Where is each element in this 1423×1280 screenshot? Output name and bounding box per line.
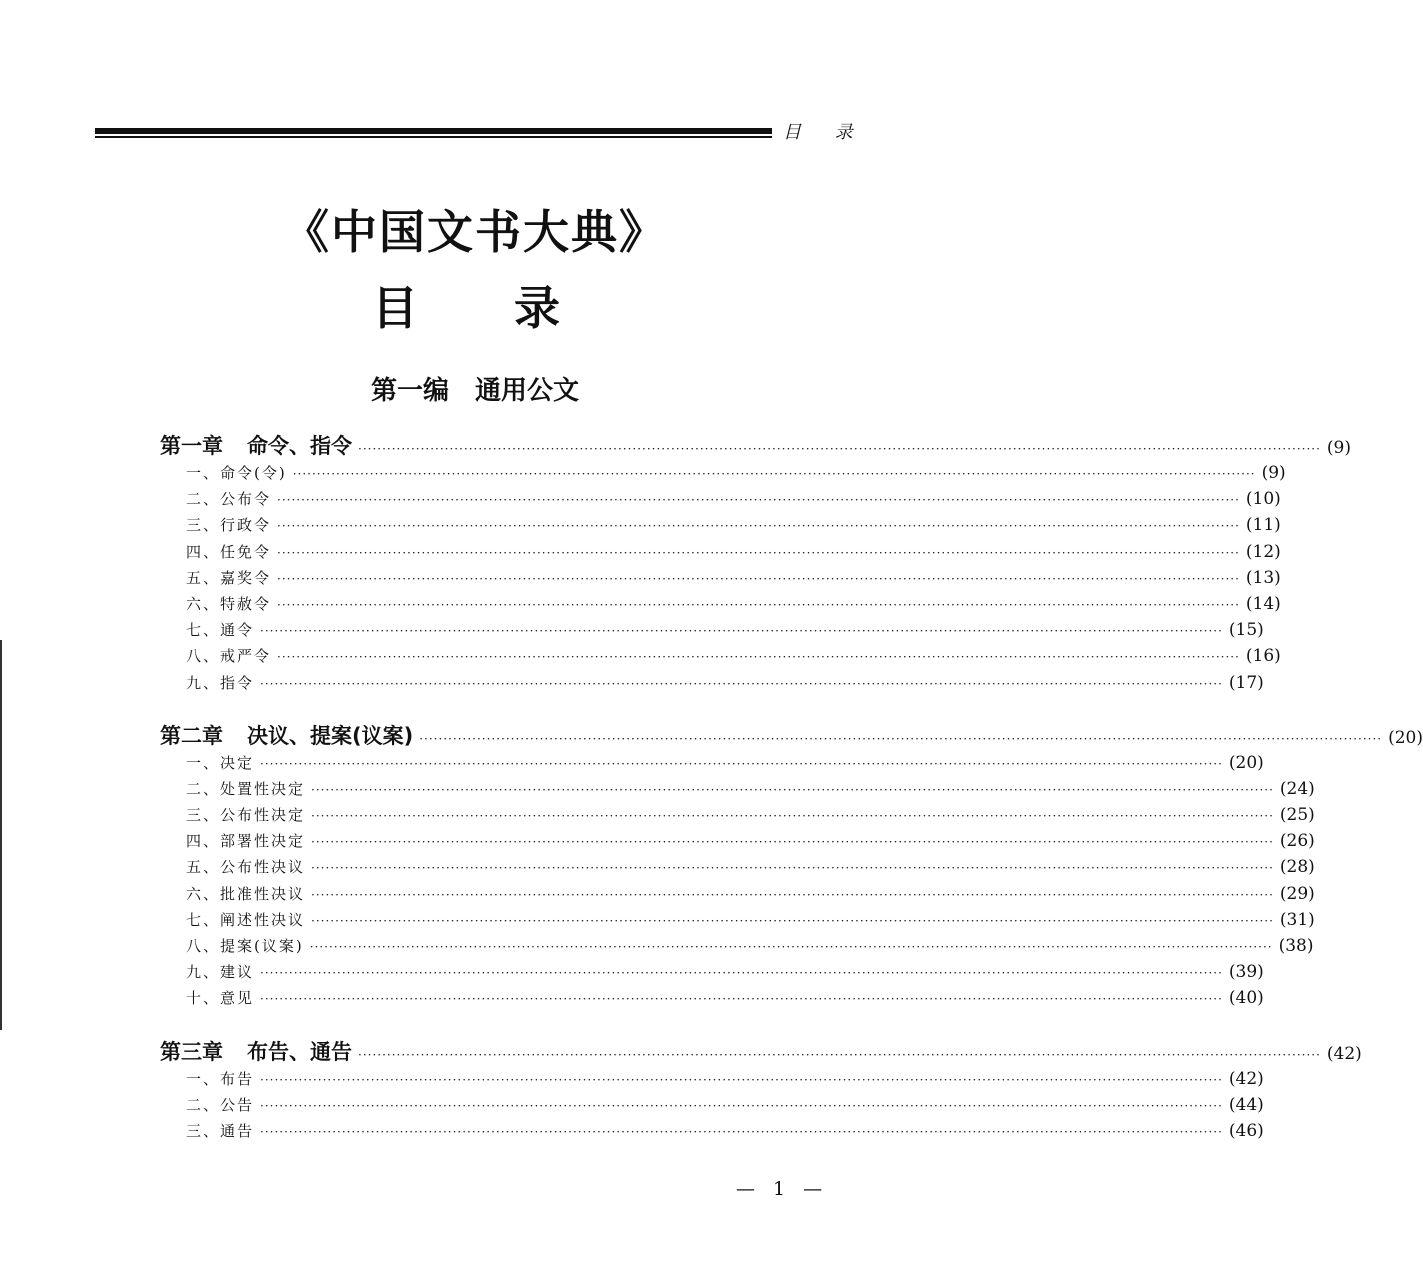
entry-page: (16) xyxy=(1245,646,1281,667)
toc-entry[interactable] xyxy=(160,776,1315,802)
entry-page: (13) xyxy=(1245,567,1281,588)
entry-page: (9) xyxy=(1261,463,1286,483)
chapter-entry[interactable] xyxy=(160,1038,1362,1066)
toc-entry[interactable] xyxy=(160,512,1281,538)
leader-dots: ········································································································································································································ xyxy=(277,597,1240,612)
entry-page: (14) xyxy=(1245,593,1281,614)
leader-dots: ········································································································································································································ xyxy=(277,493,1240,508)
toc-entry[interactable] xyxy=(160,565,1281,591)
header-rule xyxy=(95,128,772,138)
toc-entry[interactable] xyxy=(160,933,1314,959)
toc-entry[interactable] xyxy=(160,1066,1264,1092)
leader-dots: ········································································································································································································ xyxy=(292,467,1256,481)
scan-edge-mark xyxy=(0,640,2,1030)
entry-label: 二、处置性决定 xyxy=(186,779,306,798)
leader-dots: ········································································································································································································ xyxy=(277,650,1240,665)
chapter-entry[interactable] xyxy=(160,432,1351,460)
leader-dots: ········································································································································································································ xyxy=(260,966,1223,981)
toc-entry[interactable] xyxy=(160,802,1315,828)
entry-page: (28) xyxy=(1279,857,1315,878)
chapter-1 xyxy=(160,432,1351,696)
leader-dots: ········································································································································································································ xyxy=(260,1098,1223,1113)
entry-label: 三、行政令 xyxy=(186,516,272,535)
entry-page: (24) xyxy=(1279,778,1315,799)
entry-page: (12) xyxy=(1245,541,1281,562)
entry-label: 十、意见 xyxy=(186,989,255,1008)
entry-page: (26) xyxy=(1279,831,1315,852)
entry-label: 二、公布令 xyxy=(186,490,272,509)
entry-page: (39) xyxy=(1228,962,1264,983)
leader-dots: ········································································································································································································ xyxy=(277,571,1240,586)
toc-entry[interactable] xyxy=(160,1092,1264,1118)
chapter-number: 第三章 xyxy=(160,1039,223,1064)
leader-dots: ········································································································································································································ xyxy=(311,835,1274,850)
toc-entry[interactable] xyxy=(160,617,1264,643)
toc-entry[interactable] xyxy=(160,985,1264,1011)
running-head: 目 录 xyxy=(783,122,867,143)
entry-label: 五、嘉奖令 xyxy=(186,568,272,587)
entry-page: (17) xyxy=(1228,672,1264,693)
toc-entry[interactable] xyxy=(160,486,1281,512)
chapter-title: 命令、指令 xyxy=(247,434,352,458)
chapter-page: (42) xyxy=(1326,1043,1362,1064)
leader-dots: ········································································································································································································ xyxy=(260,992,1223,1007)
entry-page: (20) xyxy=(1228,752,1264,773)
entry-label: 五、公布性决议 xyxy=(186,858,306,877)
chapter-entry[interactable] xyxy=(160,722,1423,750)
entry-label: 三、公布性决定 xyxy=(186,806,306,825)
toc-entry[interactable] xyxy=(160,460,1286,486)
chapter-page: (9) xyxy=(1326,438,1351,458)
toc-entry[interactable] xyxy=(160,907,1315,933)
chapter-2 xyxy=(160,722,1423,1012)
entry-label: 六、批准性决议 xyxy=(186,884,306,903)
entry-page: (44) xyxy=(1228,1094,1264,1115)
leader-dots: ········································································································································································································ xyxy=(311,887,1274,902)
leader-dots: ········································································································································································································ xyxy=(260,756,1223,771)
entry-page: (10) xyxy=(1245,489,1281,510)
leader-dots: ········································································································································································································ xyxy=(277,545,1240,560)
toc-entry[interactable] xyxy=(160,959,1264,985)
toc-title: 目录 xyxy=(372,281,656,335)
leader-dots: ········································································································································································································ xyxy=(309,940,1273,954)
entry-label: 一、决定 xyxy=(186,753,255,772)
leader-dots: ········································································································································································································ xyxy=(260,1072,1223,1087)
entry-label: 八、戒严令 xyxy=(186,647,272,666)
entry-page: (29) xyxy=(1279,883,1315,904)
entry-label: 二、公告 xyxy=(186,1095,255,1114)
entry-label: 七、通令 xyxy=(186,621,255,640)
toc-entry[interactable] xyxy=(160,1118,1264,1144)
chapter-title: 决议、提案(议案) xyxy=(247,723,414,748)
entry-label: 四、部署性决定 xyxy=(186,832,306,851)
chapter-number: 第二章 xyxy=(160,723,223,748)
toc-entry[interactable] xyxy=(160,750,1264,776)
leader-dots: ········································································································································································································ xyxy=(358,1047,1321,1062)
chapter-number: 第一章 xyxy=(160,434,223,458)
chapter-page: (20) xyxy=(1388,727,1423,748)
toc-entry[interactable] xyxy=(160,881,1315,907)
leader-dots: ········································································································································································································ xyxy=(260,676,1223,691)
book-title: 《中国文书大典》 xyxy=(283,205,667,259)
leader-dots: ········································································································································································································ xyxy=(277,519,1240,534)
entry-page: (46) xyxy=(1228,1120,1264,1141)
chapter-3 xyxy=(160,1038,1362,1145)
leader-dots: ········································································································································································································ xyxy=(311,861,1274,876)
leader-dots: ········································································································································································································ xyxy=(358,442,1321,456)
leader-dots: ········································································································································································································ xyxy=(311,913,1274,928)
leader-dots: ········································································································································································································ xyxy=(311,809,1274,824)
entry-label: 八、提案(议案) xyxy=(186,937,304,955)
entry-label: 七、阐述性决议 xyxy=(186,910,306,929)
entry-label: 九、建议 xyxy=(186,963,255,982)
toc-entry[interactable] xyxy=(160,828,1315,854)
entry-page: (40) xyxy=(1228,988,1264,1009)
entry-label: 六、特赦令 xyxy=(186,594,272,613)
entry-label: 九、指令 xyxy=(186,673,255,692)
part-title: 第一编 通用公文 xyxy=(370,376,579,406)
toc-entry[interactable] xyxy=(160,591,1281,617)
toc-entry[interactable] xyxy=(160,854,1315,880)
entry-page: (11) xyxy=(1245,515,1281,536)
page-number: — 1 — xyxy=(736,1178,829,1200)
entry-page: (25) xyxy=(1279,805,1315,826)
toc-entry[interactable] xyxy=(160,539,1281,565)
entry-label: 一、命令(令) xyxy=(186,464,287,482)
entry-label: 四、任免令 xyxy=(186,542,272,561)
chapter-title: 布告、通告 xyxy=(247,1039,352,1064)
toc-entry[interactable] xyxy=(160,670,1264,696)
table-of-contents xyxy=(160,432,1423,1170)
entry-page: (31) xyxy=(1279,909,1315,930)
entry-page: (15) xyxy=(1228,620,1264,641)
toc-entry[interactable] xyxy=(160,643,1281,669)
entry-label: 三、通告 xyxy=(186,1121,255,1140)
entry-page: (38) xyxy=(1278,936,1314,956)
leader-dots: ········································································································································································································ xyxy=(260,624,1223,639)
leader-dots: ········································································································································································································ xyxy=(419,731,1383,746)
leader-dots: ········································································································································································································ xyxy=(260,1124,1223,1139)
leader-dots: ········································································································································································································ xyxy=(311,782,1274,797)
entry-label: 一、布告 xyxy=(186,1069,255,1088)
entry-page: (42) xyxy=(1228,1068,1264,1089)
